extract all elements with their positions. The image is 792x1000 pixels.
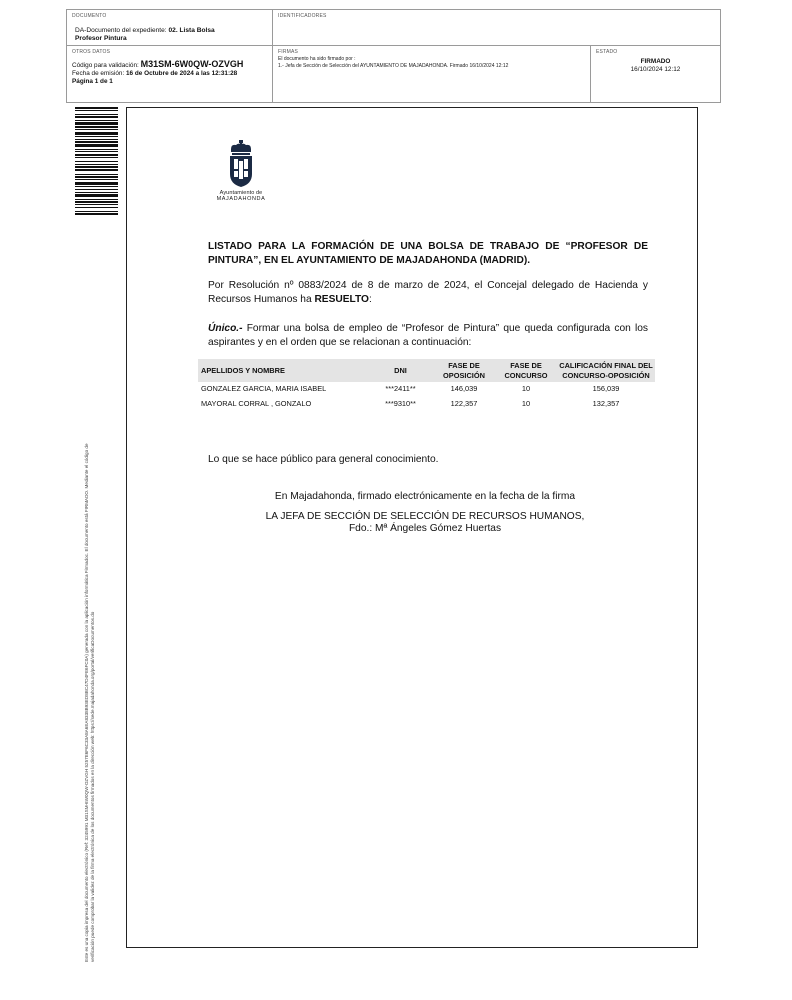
barcode-stripe	[75, 211, 118, 212]
estado-date: 16/10/2024 12:12	[630, 66, 681, 73]
barcode-stripe	[75, 154, 118, 156]
documento-value	[72, 27, 267, 43]
barcode-stripe	[75, 110, 118, 111]
coat-of-arms-icon	[226, 140, 256, 188]
documento-label: DOCUMENTO	[72, 13, 107, 19]
ayuntamiento-logo	[206, 140, 276, 210]
cell-calificacion: 132,357	[592, 398, 620, 408]
documento-prefix: DA-Documento del expediente:	[75, 27, 167, 34]
barcode-stripe	[75, 204, 118, 205]
cell-name: GONZALEZ GARCIA, MARIA ISABEL	[201, 384, 327, 393]
barcode-stripe	[75, 141, 118, 143]
cell-fase-oposicion: 122,357	[450, 398, 478, 408]
firmas-line1: El documento ha sido firmado por :	[278, 56, 356, 62]
p1-text: Por Resolución nº 0883/2024 de 8 de marzo de 2024, el Concejal delegado de Hacienda y Recursos Humanos ha	[208, 280, 648, 305]
documento-cell	[67, 10, 273, 46]
estado-status: FIRMADO	[640, 58, 671, 65]
barcode-stripe	[75, 129, 118, 130]
firmas-label: FIRMAS	[278, 49, 299, 55]
p2-bold: Único.-	[208, 323, 243, 334]
cell-name: MAYORAL CORRAL , GONZALO	[201, 398, 312, 408]
header-name: APELLIDOS Y NOMBRE	[198, 359, 368, 382]
p2-text: Formar una bolsa de empleo de “Profesor de Pintura” que queda configurada con los aspirantes y en el orden que se relacionan a continuación:	[208, 323, 648, 348]
codigo-prefix: Código para validación:	[72, 62, 139, 69]
document-metadata-header	[66, 9, 721, 103]
barcode-stripe	[75, 182, 118, 185]
document-title: LISTADO PARA LA FORMACIÓN DE UNA BOLSA DE TRABAJO DE “PROFESOR DE PINTURA”, EN EL AYUNTAMIENTO DE MAJADAHONDA (MADRID).	[208, 241, 648, 266]
barcode-stripe	[75, 189, 118, 190]
header-calificacion: CALIFICACIÓN FINAL DEL CONCURSO-OPOSICIÓN	[557, 359, 655, 382]
barcode-stripe	[75, 151, 118, 152]
firmas-cell	[273, 46, 591, 102]
header-fase-oposicion: FASE DE OPOSICIÓN	[433, 359, 495, 382]
barcode-stripe	[75, 174, 118, 175]
estado-value	[596, 58, 715, 74]
barcode-stripe	[75, 126, 118, 128]
barcode-stripe	[75, 139, 118, 140]
documento-bold: 02. Lista Bolsa	[168, 27, 215, 34]
barcode-stripe	[75, 116, 118, 118]
identificadores-cell	[273, 10, 720, 46]
barcode-stripe	[75, 192, 118, 193]
fecha-emision: 16 de Octubre de 2024 a las 12:31:28	[126, 70, 238, 77]
barcode-stripe	[75, 207, 118, 208]
barcode-stripe	[75, 149, 118, 150]
table-row	[198, 397, 655, 412]
barcode-stripe	[75, 176, 118, 178]
signature-name-line: Fdo.: Mª Ángeles Gómez Huertas	[348, 523, 502, 534]
firmas-value	[278, 56, 585, 69]
logo-line2: MAJADAHONDA	[216, 196, 266, 202]
otros-datos-label: OTROS DATOS	[72, 49, 111, 55]
unico-paragraph	[208, 322, 648, 349]
cell-fase-concurso: 10	[521, 384, 531, 393]
barcode-stripe	[75, 186, 118, 187]
barcode-stripe	[75, 107, 118, 109]
cell-fase-concurso: 10	[521, 398, 531, 408]
barcode-stripe	[75, 213, 118, 215]
barcode-stripe	[75, 166, 118, 168]
signature-place-line: En Majadahonda, firmado electrónicamente en la fecha de la firma	[274, 491, 576, 502]
barcode-stripe	[75, 201, 118, 203]
logo-line1: Ayuntamiento de	[219, 190, 263, 196]
estado-cell	[591, 46, 720, 102]
cell-calificacion: 156,039	[592, 384, 620, 393]
barcode-stripe	[75, 161, 118, 162]
resolution-paragraph	[208, 279, 648, 306]
barcode-stripe	[75, 179, 118, 180]
estado-label: ESTADO	[596, 49, 618, 55]
barcode-stripe	[75, 164, 118, 165]
fecha-prefix: Fecha de emisión:	[72, 70, 125, 77]
barcode-stripe	[75, 132, 118, 135]
barcode-stripe	[75, 157, 118, 158]
barcode-stripe	[75, 114, 118, 115]
side-text-line2: verificación puede comprobar la validez de la firma electrónica de los documentos firmados en la dirección web: https://sede.majadahonda.org/portal/verificaDocumentos.do	[90, 611, 95, 962]
barcode-stripe	[75, 194, 118, 197]
page-count: Página 1 de 1	[72, 78, 113, 85]
firmas-line2: 1.- Jefa de Sección de Selección del AYUNTAMIENTO DE MAJADAHONDA. Firmado 16/10/2024 12:12	[278, 62, 509, 69]
barcode-stripe	[75, 169, 118, 171]
table-row	[198, 382, 655, 397]
p1-bold: RESUELTO	[314, 293, 369, 305]
p1-end: :	[368, 293, 372, 305]
candidates-table	[198, 359, 655, 411]
barcode-stripe	[75, 136, 118, 137]
table-header-row	[198, 359, 655, 382]
otros-datos-value	[72, 60, 267, 86]
cell-fase-oposicion: 146,039	[450, 384, 478, 393]
barcode-stripe	[75, 120, 118, 121]
side-text-line1: Este es una copia impresa del documento electrónico (Ref: 3245991 M31SM-6W0QW-OZVGH 5257E6F6C33A8A6EA8338B93ED8BC47D4FE6FC0A) generada con la aplicación informática Firmadoc. El documento está FIRMADO. Mediante el código de	[84, 443, 89, 962]
documento-line2: Profesor Pintura	[75, 35, 127, 42]
barcode-stripe	[75, 122, 118, 125]
verification-side-text	[84, 292, 96, 962]
header-dni: DNI	[368, 359, 433, 382]
public-notice: Lo que se hace público para general conocimiento.	[208, 454, 439, 465]
otros-datos-cell	[67, 46, 273, 102]
barcode-stripe	[75, 144, 118, 147]
identificadores-label: IDENTIFICADORES	[278, 13, 327, 19]
barcode	[75, 107, 118, 289]
barcode-stripe	[75, 199, 118, 200]
validation-code[interactable]: M31SM-6W0QW-OZVGH	[140, 59, 244, 69]
header-fase-concurso: FASE DE CONCURSO	[495, 359, 557, 382]
cell-dni: ***9310**	[385, 398, 416, 408]
signature-role-line: LA JEFA DE SECCIÓN DE SELECCIÓN DE RECURSOS HUMANOS,	[265, 511, 585, 522]
cell-dni: ***2411**	[385, 384, 416, 393]
